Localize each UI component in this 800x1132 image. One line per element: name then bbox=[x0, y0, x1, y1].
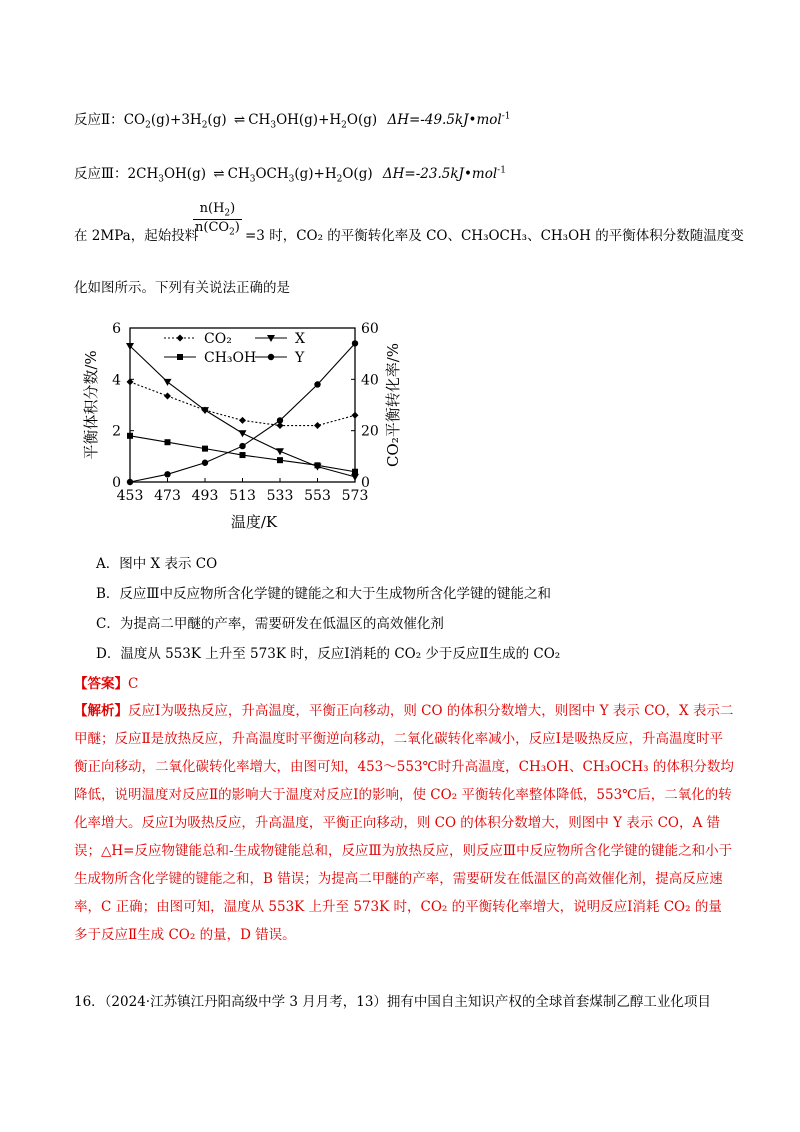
series-line bbox=[130, 343, 355, 482]
condition-prefix: 在 2MPa，起始投料 bbox=[74, 228, 199, 244]
data-point bbox=[277, 457, 283, 463]
frac-sub: 2 bbox=[229, 227, 235, 238]
eq-part: OH(g) bbox=[163, 166, 206, 182]
data-point bbox=[314, 464, 322, 471]
x-tick-label: 453 bbox=[116, 488, 144, 504]
data-point bbox=[239, 430, 247, 437]
analysis-text: 反应Ⅰ为吸热反应，升高温度，平衡正向移动，则 CO 的体积分数增大，则图中 Y 表示 CO，X 表示二甲醚；反应Ⅱ是放热反应，升高温度时平衡逆向移动，二氧化碳转化率减小，反应Ⅰ是吸热反应，升高温度时平衡正向移动，二氧化碳转化率增大，由图可知，453～553℃时升高温度，CH₃OH、CH₃OCH₃ 的体积分数均降低，说明温度对反应Ⅱ的影响大于温度对反应Ⅰ的影响，使 CO₂ 平衡转化率整体降低，553℃后，二氧化的转化率增大。反应Ⅰ为吸热反应，升高温度，平衡正向移动，则 CO 的体积分数增大，则图中 Y 表示 CO，A 错误；△H=反应物键能总和-生成物键能总和，反应Ⅲ为放热反应，则反应Ⅲ中反应物所含化学键的键能之和小于生成物所含化学键的键能之和，B 错误；为提高二甲醚的产率，需要研发在低温区的高效催化剂，提高反应速率，C 正确；由图可知，温度从 553K 上升至 573K 时，CO₂ 的平衡转化率增大，说明反应Ⅰ消耗 CO₂ 的量多于反应Ⅱ生成 CO₂ 的量，D 错误。 bbox=[74, 703, 734, 943]
x-tick-label: 553 bbox=[304, 488, 331, 504]
data-point bbox=[126, 343, 134, 350]
x-tick-label: 473 bbox=[154, 488, 181, 504]
eq-part: O(g) bbox=[346, 112, 378, 128]
y2-tick-label: 0 bbox=[361, 475, 370, 491]
fraction-numerator bbox=[193, 201, 242, 219]
eq-sub: 3 bbox=[249, 174, 256, 185]
reaction-3-equation bbox=[74, 162, 506, 185]
x-tick-label: 533 bbox=[266, 488, 294, 504]
condition-suffix: =3 时，CO₂ 的平衡转化率及 CO、CH₃OCH₃、CH₃OH 的平衡体积分数随温度变 bbox=[245, 228, 744, 244]
analysis-tag: 【解析】 bbox=[74, 703, 128, 719]
data-point bbox=[277, 422, 284, 429]
eq-sub: 2 bbox=[341, 120, 347, 131]
analysis-paragraph bbox=[74, 697, 734, 949]
eq-sup: -1 bbox=[497, 165, 506, 176]
option-d: D．温度从 553K 上升至 573K 时，反应Ⅰ消耗的 CO₂ 少于反应Ⅱ生成的 CO₂ bbox=[96, 646, 561, 662]
option-a: A．图中 X 表示 CO bbox=[96, 556, 218, 572]
data-point bbox=[127, 378, 134, 385]
equilibrium-arrow: ⇌ bbox=[213, 166, 225, 182]
legend-label: CO₂ bbox=[204, 331, 232, 347]
eq-sub: 3 bbox=[270, 120, 277, 131]
answer-line bbox=[74, 672, 138, 692]
data-point bbox=[127, 433, 133, 439]
data-point bbox=[239, 443, 245, 449]
data-point bbox=[314, 422, 321, 429]
data-point bbox=[277, 417, 283, 423]
enthalpy: ΔH=-23.5kJ•mol bbox=[382, 166, 498, 182]
y2-tick-label: 40 bbox=[361, 372, 379, 389]
eq-sub: 2 bbox=[336, 174, 343, 185]
frac-text: ) bbox=[234, 219, 240, 235]
data-point bbox=[240, 452, 246, 458]
data-point bbox=[267, 335, 275, 342]
data-point bbox=[202, 446, 208, 452]
y-tick-label: 6 bbox=[112, 321, 121, 337]
y2-tick-label: 20 bbox=[361, 423, 379, 440]
data-point bbox=[164, 471, 170, 477]
equilibrium-arrow: ⇌ bbox=[233, 112, 246, 128]
condition-line-2: 化如图所示。下列有关说法正确的是 bbox=[74, 280, 290, 296]
x-tick-label: 493 bbox=[191, 488, 219, 504]
next-question: 16．（2024·江苏镇江丹阳高级中学 3 月月考，13）拥有中国自主知识产权的全球首套煤制乙醇工业化项目 bbox=[74, 994, 711, 1010]
data-point bbox=[202, 460, 208, 466]
eq-part: CO bbox=[123, 112, 146, 128]
data-point bbox=[239, 417, 246, 424]
chart-y2label: CO₂平衡转化率/% bbox=[384, 342, 402, 468]
legend-label: CH₃OH bbox=[204, 350, 257, 366]
data-point bbox=[177, 335, 184, 342]
eq-part: CH bbox=[227, 166, 250, 182]
enthalpy: ΔH=-49.5kJ•mol bbox=[387, 112, 502, 128]
series-line bbox=[130, 382, 355, 426]
eq-sub: 2 bbox=[145, 120, 151, 131]
eq-part: (g)+3H bbox=[150, 112, 202, 128]
y-tick-label: 0 bbox=[112, 475, 121, 491]
data-point bbox=[202, 407, 209, 414]
y2-tick-label: 60 bbox=[361, 321, 379, 337]
eq-part: OCH bbox=[255, 166, 289, 182]
answer-tag: 【答案】 bbox=[74, 676, 128, 692]
eq-sub: 3 bbox=[158, 174, 164, 185]
eq-part: CH bbox=[248, 112, 271, 128]
data-point bbox=[165, 439, 171, 445]
answer-value: C bbox=[128, 676, 139, 692]
reaction-label: 反应Ⅱ： bbox=[74, 112, 124, 128]
chart-xlabel: 温度/K bbox=[230, 513, 278, 531]
y-tick-label: 2 bbox=[112, 423, 121, 440]
chart-frame bbox=[130, 328, 355, 482]
reaction-label: 反应Ⅲ： bbox=[74, 166, 128, 182]
eq-part: OH(g)+H bbox=[276, 112, 342, 128]
fraction-denominator bbox=[193, 219, 242, 238]
data-point bbox=[315, 462, 321, 468]
frac-text: n(H bbox=[199, 201, 225, 216]
data-point bbox=[177, 354, 183, 360]
option-c: C．为提高二甲醚的产率，需要研发在低温区的高效催化剂 bbox=[96, 616, 444, 632]
eq-sub: 2 bbox=[201, 120, 208, 131]
frac-sub: 2 bbox=[224, 208, 231, 219]
data-point bbox=[352, 469, 358, 475]
data-point bbox=[352, 340, 358, 346]
feed-ratio-fraction bbox=[193, 201, 242, 237]
eq-part: (g) bbox=[207, 112, 227, 128]
data-point bbox=[127, 479, 133, 485]
y-tick-label: 4 bbox=[112, 372, 121, 389]
x-tick-label: 513 bbox=[229, 488, 256, 504]
series-line bbox=[130, 436, 355, 472]
eq-part: 2CH bbox=[127, 166, 159, 182]
reaction-2-equation bbox=[74, 108, 511, 131]
series-line bbox=[130, 346, 355, 477]
chart-ylabel: 平衡体积分数/% bbox=[82, 350, 100, 460]
data-point bbox=[164, 379, 172, 386]
data-point bbox=[351, 474, 359, 481]
frac-text: ) bbox=[230, 201, 236, 216]
option-b: B．反应Ⅲ中反应物所含化学键的键能之和大于生成物所含化学键的键能之和 bbox=[96, 586, 551, 602]
legend-label: Y bbox=[295, 350, 305, 366]
eq-sup: -1 bbox=[501, 111, 511, 122]
data-point bbox=[164, 393, 171, 400]
frac-text: n(CO bbox=[195, 219, 230, 235]
data-point bbox=[201, 407, 209, 414]
legend-label: X bbox=[295, 331, 305, 347]
eq-part: (g)+H bbox=[294, 166, 337, 182]
eq-sub: 3 bbox=[288, 174, 295, 185]
x-tick-label: 573 bbox=[341, 488, 369, 504]
data-point bbox=[276, 448, 284, 455]
data-point bbox=[268, 354, 274, 360]
data-point bbox=[314, 381, 320, 387]
data-point bbox=[352, 412, 359, 419]
eq-part: O(g) bbox=[342, 166, 373, 182]
